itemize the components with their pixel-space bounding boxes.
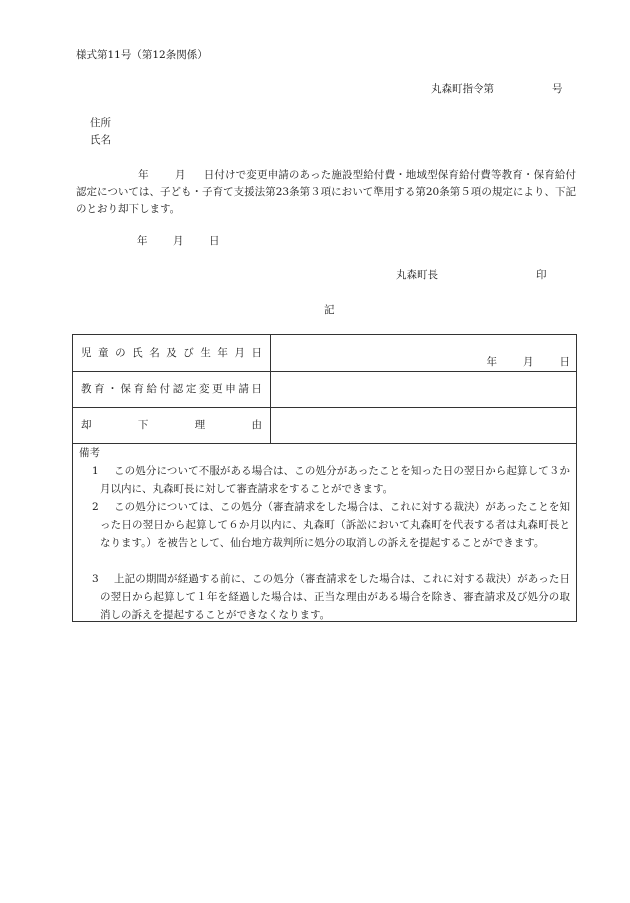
notice-number-suffix: 号 <box>552 83 563 95</box>
birth-label: 児 童 の 氏 名 及 び 生 年 月 日 <box>81 346 262 359</box>
form-number: 様式第11号（第12条関係） <box>76 49 208 61</box>
issue-date-day: 日 <box>209 235 220 247</box>
reason-label: 却 下 理 由 <box>81 419 262 432</box>
note-number: 1 <box>92 465 99 477</box>
note-text: この処分については、この処分（審査請求をした場合は、これに対する裁決）があったことを知った日の翌日から起算して６か月以内に、丸森町（訴訟において丸森町を代表する者は丸森町長となります。）を被告として、仙台地方裁判所に処分の取消しの訴えを提起することができます。 <box>100 501 570 549</box>
issue-date-year: 年 <box>137 235 148 247</box>
body-date-month: 月 <box>174 169 186 181</box>
table-row-application <box>73 372 577 408</box>
notice-body <box>76 167 576 218</box>
application-label: 教 育 ・ 保 育 給 付 認 定 変 更 申 請 日 <box>81 383 262 396</box>
birth-value-cell <box>271 335 577 372</box>
details-table <box>72 334 577 444</box>
notice-number <box>431 84 563 95</box>
issuer-seal: 印 <box>536 269 547 281</box>
note-item <box>92 570 570 624</box>
body-date-year: 年 <box>138 169 149 181</box>
notes-title: 備考 <box>79 447 100 459</box>
notes-box <box>72 443 577 622</box>
birth-day: 日 <box>559 355 570 368</box>
note-number: 3 <box>92 573 99 585</box>
birth-date <box>487 357 571 368</box>
birth-label-cell <box>73 335 271 372</box>
note-item <box>92 462 570 498</box>
table-row-reason <box>73 408 577 444</box>
reason-value-cell <box>271 408 577 444</box>
application-value-cell <box>271 372 577 408</box>
note-number: 2 <box>92 501 99 513</box>
notice-number-prefix: 丸森町指令第 <box>431 83 494 95</box>
birth-month: 月 <box>523 355 534 368</box>
birth-year: 年 <box>486 355 497 368</box>
note-text: この処分について不服がある場合は、この処分があったことを知った日の翌日から起算して３か月以内に、丸森町長に対して審査請求をすることができます。 <box>100 465 570 495</box>
address-label: 住所 <box>90 117 111 129</box>
table-row-birth <box>73 335 577 372</box>
application-label-cell <box>73 372 271 408</box>
note-item <box>92 498 570 552</box>
name-label: 氏名 <box>90 134 111 146</box>
reason-label-cell <box>73 408 271 444</box>
body-text: 日付けで変更申請のあった施設型給付費・地域型保育給付費等教育・保育給付認定については、子ども・子育て支援法第23条第３項において準用する第20条第５項の規定により、下記のとおり却下します。 <box>76 169 577 215</box>
issue-date-month: 月 <box>173 235 184 247</box>
ki-label: 記 <box>324 304 335 316</box>
issuer-title: 丸森町長 <box>396 269 438 281</box>
note-text: 上記の期間が経過する前に、この処分（審査請求をした場合は、これに対する裁決）があった日の翌日から起算して１年を経過した場合は、正当な理由がある場合を除き、審査請求及び処分の取消しの訴えを提起することができなくなります。 <box>100 573 570 621</box>
